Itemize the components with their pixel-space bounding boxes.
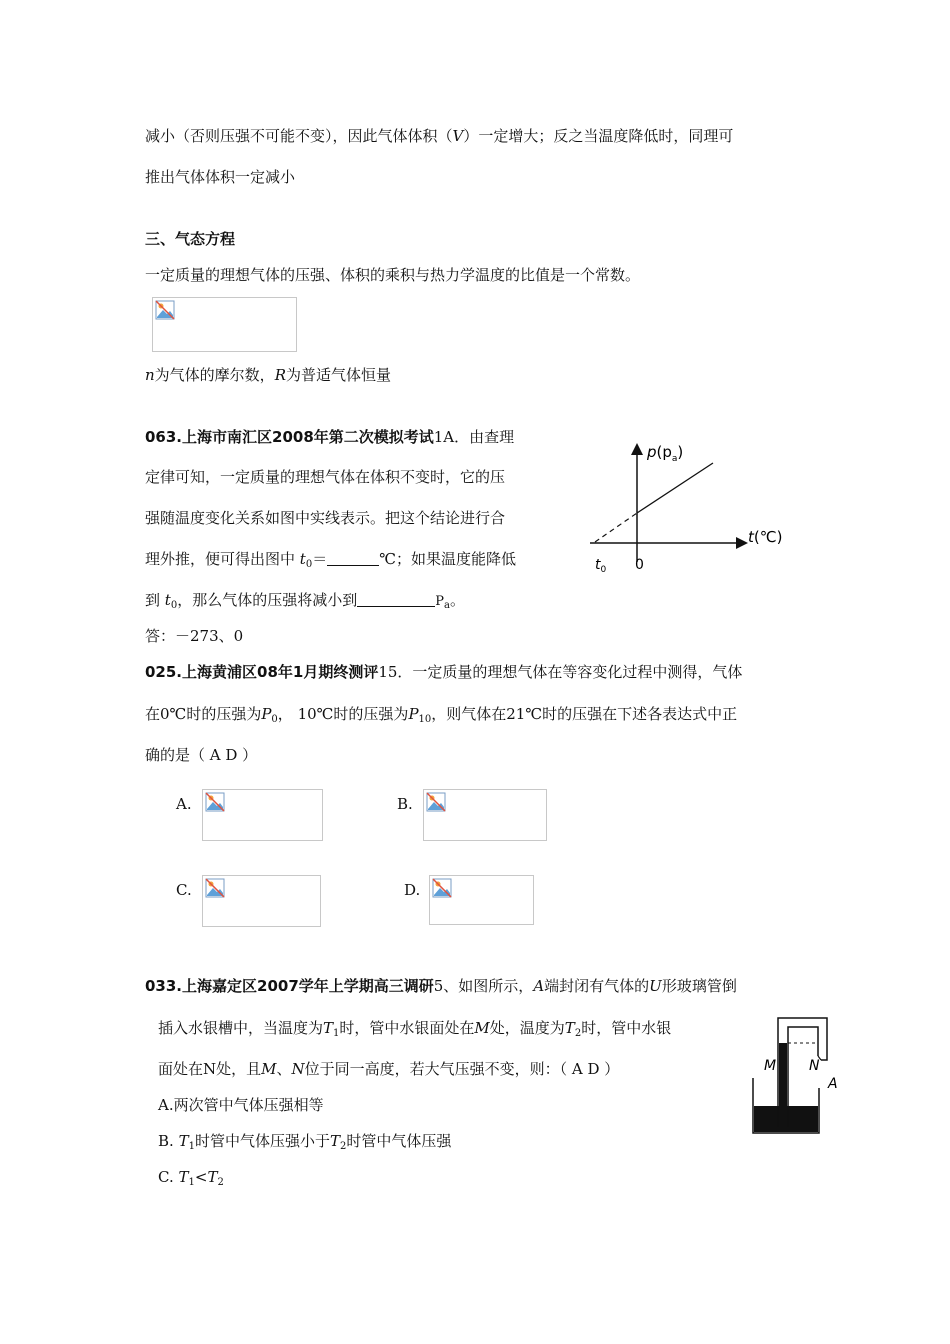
text: 15．一定质量的理想气体在等容变化过程中测得，气体: [378, 663, 743, 681]
text: 。: [449, 591, 465, 609]
text: 理外推，便可得出图中: [145, 550, 296, 568]
text: 为普适气体恒量: [285, 366, 391, 384]
label-n: N: [809, 1058, 820, 1074]
question-033-line1: [145, 976, 737, 996]
symbol-t: T: [207, 1168, 218, 1186]
broken-image-icon: [205, 792, 225, 812]
option-a: A.两次管中气体压强相等: [158, 1096, 324, 1114]
y-axis-label: $p(p_a)$: [647, 443, 684, 464]
text: 时管中气体压强: [346, 1132, 452, 1150]
subscript: 2: [574, 1028, 582, 1039]
option-b-label: B.: [397, 795, 413, 813]
question-063-line1: [145, 427, 514, 447]
text: 处，温度为: [489, 1019, 565, 1037]
text: 时管中气体压强小于: [194, 1132, 330, 1150]
origin-label: 0: [635, 557, 644, 573]
text: 在0℃时的压强为: [145, 705, 262, 723]
broken-image-icon: [155, 300, 175, 320]
subscript: a: [443, 600, 450, 611]
symbol-m: M: [474, 1019, 490, 1037]
symbol-t: t: [299, 550, 306, 568]
label-a: A: [828, 1076, 838, 1092]
text: ＝: [312, 550, 328, 568]
symbol-t: T: [178, 1168, 189, 1186]
text: 1A．由查理: [433, 428, 515, 446]
option-d-label: D.: [404, 881, 421, 899]
option-c: [158, 1167, 224, 1193]
symbol-r: R: [274, 366, 286, 384]
text: 位于同一高度，若大气压强不变，则：（ A D ）: [304, 1060, 620, 1078]
question-063-line3: 强随温度变化关系如图中实线表示。把这个结论进行合: [145, 509, 506, 527]
question-source: 033.上海嘉定区2007学年上学期高三调研: [145, 977, 434, 995]
pressure-temperature-graph: [585, 432, 795, 582]
extrapolated-dashed-line: [595, 513, 637, 542]
question-063-answer: 答：－273、0: [145, 627, 244, 645]
text: 端封闭有气体的: [544, 977, 650, 995]
text: ，则气体在21℃时的压强在下述各表达式中正: [431, 705, 738, 723]
subscript: 1: [333, 1028, 340, 1039]
question-025-line3: 确的是（ A D ）: [145, 746, 258, 764]
symbol-n: N: [291, 1060, 305, 1078]
option-b: [158, 1131, 451, 1157]
option-a-label: A.: [176, 795, 192, 813]
symbol-p: P: [261, 705, 272, 723]
text: 为气体的摩尔数，: [154, 366, 275, 384]
symbol-t: t: [164, 591, 171, 609]
question-033-line3: [158, 1059, 619, 1079]
question-063-line5: [145, 590, 465, 616]
subscript: 2: [339, 1141, 347, 1152]
symbol-t: T: [564, 1019, 575, 1037]
mercury-column: [779, 1043, 787, 1128]
x-axis-label: t(℃): [748, 528, 783, 546]
section-heading: 三、气态方程: [145, 230, 236, 248]
question-source: 025.上海黄浦区08年1月期终测评: [145, 663, 379, 681]
question-source: 063.上海市南汇区2008年第二次模拟考试: [145, 428, 434, 446]
text: <: [194, 1168, 208, 1186]
subscript: 1: [188, 1177, 195, 1188]
symbol-a: A: [533, 977, 545, 995]
text: 到: [145, 591, 161, 609]
text: P: [435, 594, 444, 609]
text: ， 10℃时的压强为: [277, 705, 409, 723]
question-063-line2: 定律可知，一定质量的理想气体在体积不变时，它的压: [145, 468, 506, 486]
option-c-image-placeholder: [202, 875, 321, 927]
subscript: 1: [188, 1141, 195, 1152]
answer-blank[interactable]: [327, 550, 379, 566]
symbol-t: T: [323, 1019, 334, 1037]
broken-image-icon: [205, 878, 225, 898]
text: 面处在N处，且: [158, 1060, 262, 1078]
symbol-t: T: [178, 1132, 189, 1150]
solid-line: [637, 463, 713, 513]
subscript: 2: [217, 1177, 224, 1188]
symbol-t: T: [329, 1132, 340, 1150]
text: C.: [158, 1168, 179, 1186]
subscript: 0: [170, 600, 178, 611]
subscript: 0: [305, 559, 313, 570]
section-text: 一定质量的理想气体的压强、体积的乘积与热力学温度的比值是一个常数。: [145, 266, 641, 284]
text: 5、如图所示，: [433, 977, 534, 995]
text: B.: [158, 1132, 179, 1150]
question-063-line4: [145, 549, 516, 575]
text: 形玻璃管倒: [661, 977, 737, 995]
text: 插入水银槽中，当温度为: [158, 1019, 324, 1037]
subscript: 0: [271, 714, 278, 725]
subscript: 10: [418, 714, 432, 725]
question-025-line2: [145, 704, 737, 730]
answer-blank[interactable]: [357, 591, 435, 607]
text: 减小（否则压强不可能不变），因此气体体积（: [145, 127, 453, 145]
formula-note: [145, 365, 391, 385]
formula-image-placeholder: [152, 297, 297, 352]
text: 时，管中水银: [581, 1019, 672, 1037]
paragraph-line: 推出气体体积一定减小: [145, 168, 296, 186]
text: ，那么气体的压强将减小到: [177, 591, 358, 609]
paragraph-line: [145, 126, 733, 146]
option-c-label: C.: [176, 881, 192, 899]
question-033-line2: [158, 1018, 671, 1044]
question-025-line1: [145, 662, 742, 682]
option-d-image-placeholder: [429, 875, 534, 925]
option-b-image-placeholder: [423, 789, 547, 841]
broken-image-icon: [426, 792, 446, 812]
text: 、: [276, 1060, 292, 1078]
u-tube-mercury-figure: [745, 1010, 845, 1140]
symbol-u: U: [649, 977, 662, 995]
option-a-image-placeholder: [202, 789, 323, 841]
symbol-p: P: [408, 705, 419, 723]
text: 时，管中水银面处在: [339, 1019, 475, 1037]
symbol-v: V: [452, 127, 464, 145]
t0-label: $t_0$: [595, 557, 607, 575]
symbol-n: n: [145, 366, 155, 384]
text: ℃；如果温度能降低: [379, 550, 516, 568]
label-m: M: [764, 1058, 777, 1074]
text: ）一定增大；反之当温度降低时，同理可: [463, 127, 734, 145]
broken-image-icon: [432, 878, 452, 898]
symbol-m: M: [261, 1060, 277, 1078]
